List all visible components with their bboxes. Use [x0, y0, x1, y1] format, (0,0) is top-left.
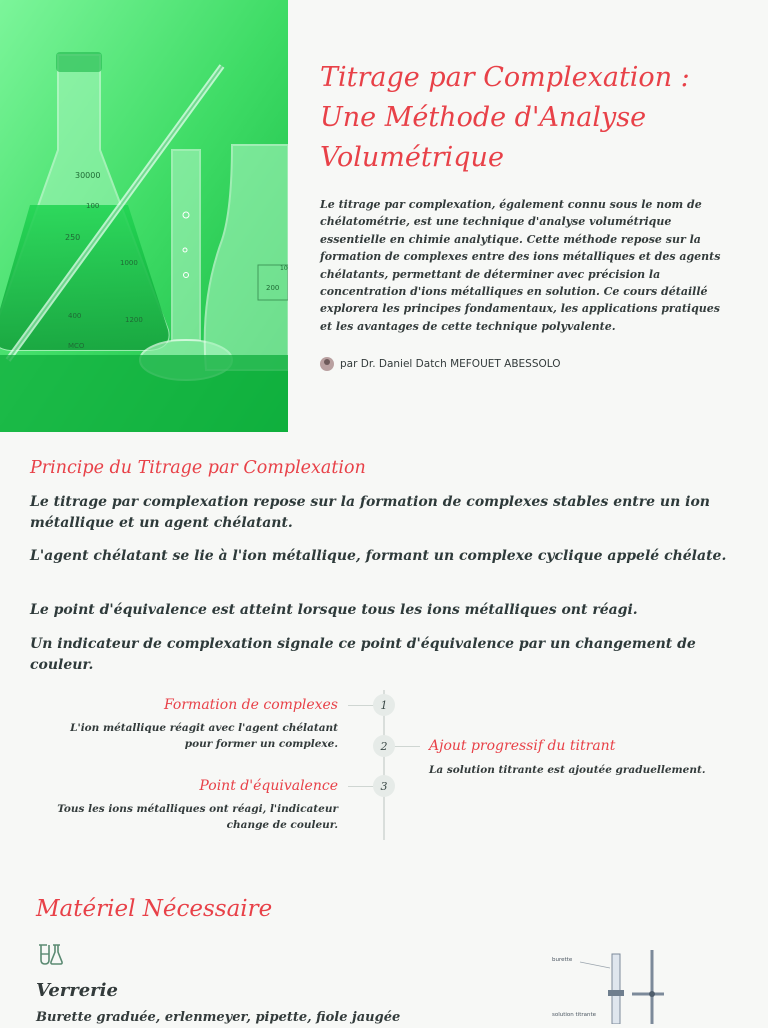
- intro-paragraph: Le titrage par complexation, également connu sous le nom de chélatométrie, est une technique d'analyse volumétrique essentielle en chimie analytique. Cette méthode repose sur la formation de complexes entre des ions métalliques et des agents chélatants, permettant de déterminer avec précision la concentration d'ions métalliques en solution. Ce cours détaillé explorera les principes fondamentaux, les applications pratiques et les avantages de cette technique polyvalente.: [320, 198, 721, 333]
- author-name: par Dr. Daniel Datch MEFOUET ABESSOLO: [340, 358, 561, 371]
- verrerie-description: Burette graduée, erlenmeyer, pipette, fiole jaugée: [36, 1010, 401, 1025]
- principle-section: [30, 456, 742, 673]
- timeline-step-3-title: Point d'équivalence: [199, 778, 338, 794]
- timeline-step-2-title: Ajout progressif du titrant: [429, 738, 616, 754]
- beaker-mark-10: 10: [280, 265, 288, 272]
- diagram-label-solution: solution titrante: [552, 1012, 597, 1018]
- avatar: [320, 357, 334, 371]
- author-byline: [320, 357, 730, 371]
- flask-icon: [36, 940, 64, 968]
- timeline-connector-2: [394, 746, 420, 747]
- hero-image: [0, 0, 288, 432]
- timeline-step-3-desc: Tous les ions métalliques ont réagi, l'indicateur change de couleur.: [57, 803, 338, 831]
- beaker-mark-200: 200: [266, 284, 280, 292]
- timeline-step-2-desc: La solution titrante est ajoutée graduellement.: [429, 764, 706, 776]
- flask-mark-1000: 1000: [120, 259, 138, 267]
- principle-heading: Principe du Titrage par Complexation: [30, 458, 366, 478]
- timeline-connector-1: [348, 705, 374, 706]
- verrerie-title: Verrerie: [36, 980, 118, 1001]
- timeline-step-1-desc: L'ion métallique réagit avec l'agent chélatant pour former un complexe.: [70, 722, 338, 750]
- title-line-3: Volumétrique: [320, 142, 504, 173]
- diagram-label-burette: burette: [552, 957, 573, 963]
- flask-mark-30000: 30000: [75, 171, 101, 180]
- timeline-step-1-title: Formation de complexes: [163, 697, 338, 713]
- flask-mark-mco: MCO: [68, 342, 85, 350]
- flask-mark-100: 100: [86, 202, 100, 210]
- flask-mark-1200: 1200: [125, 316, 143, 324]
- page-title: [320, 58, 730, 178]
- title-line-1: Titrage par Complexation :: [320, 62, 690, 93]
- flask-mark-400: 400: [68, 312, 82, 320]
- title-line-2: Une Méthode d'Analyse: [320, 102, 647, 133]
- principle-paragraph-2: L'agent chélatant se lie à l'ion métallique, formant un complexe cyclique appelé chélate.: [30, 548, 727, 564]
- principle-paragraph-3: Le point d'équivalence est atteint lorsque tous les ions métalliques ont réagi.: [30, 602, 638, 618]
- timeline-connector-3: [348, 786, 374, 787]
- lab-glassware-image: [0, 0, 288, 432]
- timeline-node-3: 3: [373, 775, 395, 797]
- flask-mark-250: 250: [65, 233, 81, 242]
- materials-heading: Matériel Nécessaire: [36, 896, 273, 922]
- principle-paragraph-1: Le titrage par complexation repose sur la formation de complexes stables entre un ion métallique et un agent chélatant.: [30, 494, 710, 531]
- titration-apparatus-diagram: [540, 940, 740, 1024]
- timeline-node-1: 1: [373, 694, 395, 716]
- principle-paragraph-4: Un indicateur de complexation signale ce point d'équivalence par un changement de couleur.: [30, 636, 696, 673]
- hero-text: [320, 58, 730, 371]
- timeline-node-2: 2: [373, 735, 395, 757]
